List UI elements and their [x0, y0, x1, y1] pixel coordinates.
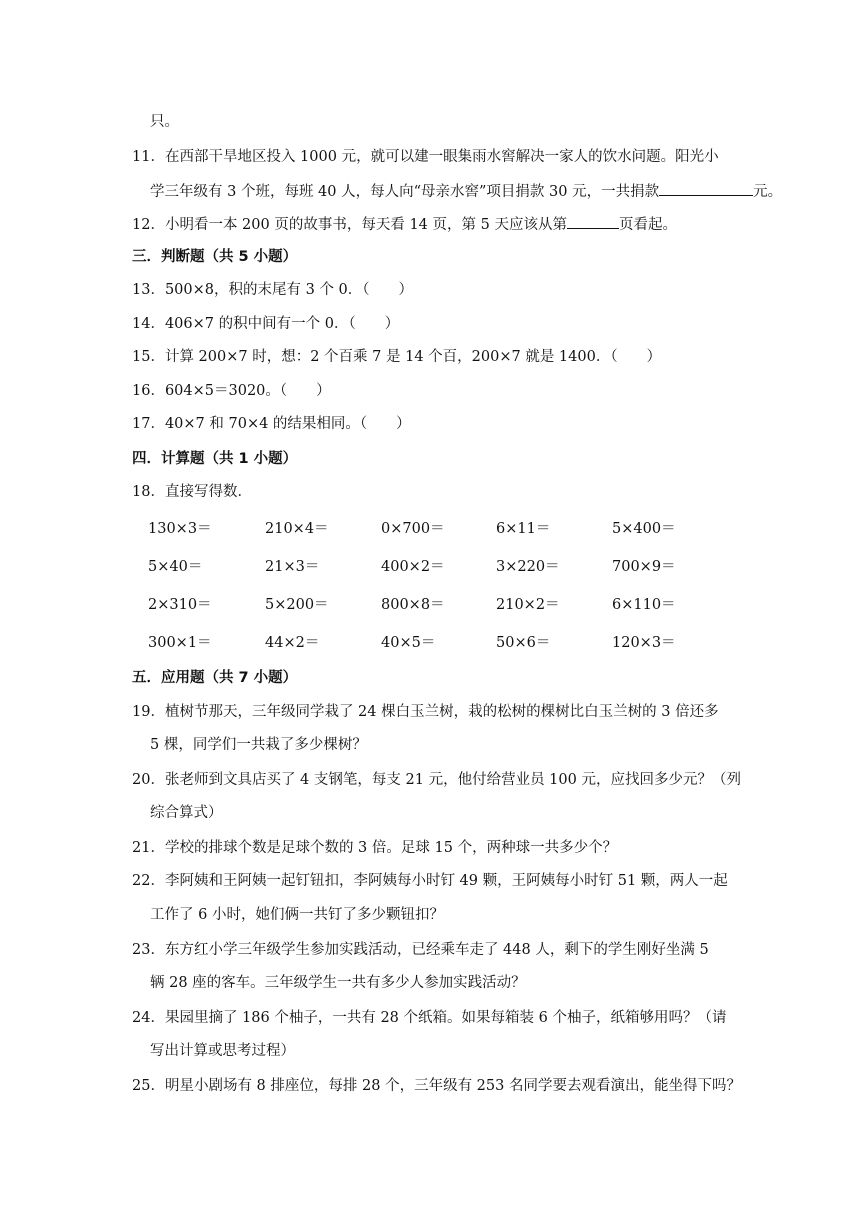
answer-blank[interactable] — [567, 214, 619, 229]
question-text: 东方红小学三年级学生参加实践活动，已经乘车走了 448 人，剩下的学生刚好坐满 5 — [164, 942, 709, 958]
question-text: 604×5＝3020。（ ） — [164, 383, 331, 399]
question-text: 页看起。 — [618, 217, 677, 233]
calc-item: 44×2＝ — [265, 635, 320, 651]
question-number: 11． — [132, 149, 165, 165]
question-number: 24． — [132, 1010, 165, 1026]
question-22 — [132, 871, 728, 891]
calc-item: 5×200＝ — [265, 597, 329, 613]
section-heading: 五．应用题（共 7 小题） — [132, 670, 298, 686]
question-number: 23． — [132, 942, 165, 958]
question-22-line2: 工作了 6 小时，她们俩一共钉了多少颗钮扣？ — [150, 907, 444, 923]
calc-item: 5×40＝ — [148, 559, 203, 575]
answer-blank[interactable] — [659, 181, 753, 196]
calc-item: 21×3＝ — [265, 559, 320, 575]
calc-item: 50×6＝ — [496, 635, 551, 651]
calc-item: 400×2＝ — [381, 559, 445, 575]
calc-item: 800×8＝ — [381, 597, 445, 613]
question-number: 19． — [132, 704, 165, 720]
question-text: 学校的排球个数是足球个数的 3 倍。足球 15 个，两种球一共多少个？ — [164, 840, 618, 856]
question-number: 12． — [132, 217, 165, 233]
question-number: 18． — [132, 484, 165, 500]
question-text: 直接写得数． — [164, 484, 252, 500]
question-number: 16． — [132, 383, 165, 399]
question-text: 张老师到文具店买了 4 支钢笔，每支 21 元，他付给营业员 100 元，应找回多少元？（列 — [164, 772, 741, 788]
question-15 — [132, 347, 661, 367]
question-19 — [132, 702, 719, 722]
question-19-line2: 5 棵，同学们一共栽了多少棵树？ — [150, 737, 367, 753]
question-23 — [132, 940, 709, 960]
question-text: 406×7 的积中间有一个 0．（ ） — [164, 316, 400, 332]
question-17 — [132, 414, 411, 434]
question-text: 小明看一本 200 页的故事书，每天看 14 页，第 5 天应该从第 — [164, 217, 567, 233]
calc-item: 3×220＝ — [496, 559, 560, 575]
question-number: 21． — [132, 840, 165, 856]
calc-item: 2×310＝ — [148, 597, 212, 613]
calc-item: 5×400＝ — [612, 521, 676, 537]
question-text: 元。 — [753, 184, 783, 200]
question-number: 25． — [132, 1078, 165, 1094]
calc-item: 700×9＝ — [612, 559, 676, 575]
calc-item: 130×3＝ — [148, 521, 212, 537]
question-text: 在西部干旱地区投入 1000 元，就可以建一眼集雨水窖解决一家人的饮水问题。阳光小 — [164, 149, 719, 165]
question-14 — [132, 314, 399, 334]
question-number: 17． — [132, 416, 165, 432]
question-21 — [132, 838, 617, 858]
calc-item: 300×1＝ — [148, 635, 212, 651]
question-text: 500×8，积的末尾有 3 个 0．（ ） — [164, 282, 414, 298]
calc-item: 210×4＝ — [265, 521, 329, 537]
calc-item: 6×110＝ — [612, 597, 676, 613]
question-text: 40×7 和 70×4 的结果相同。（ ） — [164, 416, 411, 432]
question-number: 15． — [132, 349, 165, 365]
calc-item: 6×11＝ — [496, 521, 551, 537]
question-24-line2: 写出计算或思考过程） — [150, 1043, 295, 1059]
calc-item: 40×5＝ — [381, 635, 436, 651]
question-11-line2 — [150, 181, 782, 202]
question-text: 明星小剧场有 8 排座位，每排 28 个，三年级有 253 名同学要去观看演出，能坐得下吗？ — [164, 1078, 741, 1094]
question-23-line2: 辆 28 座的客车。三年级学生一共有多少人参加实践活动？ — [150, 975, 526, 991]
question-16 — [132, 381, 331, 401]
section-heading: 四．计算题（共 1 小题） — [132, 451, 298, 467]
question-25 — [132, 1076, 741, 1096]
section-heading: 三．判断题（共 5 小题） — [132, 249, 298, 265]
question-number: 14． — [132, 316, 165, 332]
continuation-text: 只。 — [150, 114, 179, 130]
calc-item: 0×700＝ — [381, 521, 445, 537]
question-number: 13． — [132, 282, 165, 298]
question-text: 果园里摘了 186 个柚子，一共有 28 个纸箱。如果每箱装 6 个柚子，纸箱够用吗？（请 — [164, 1010, 727, 1026]
question-number: 22． — [132, 873, 165, 889]
question-number: 20． — [132, 772, 165, 788]
question-24 — [132, 1008, 726, 1028]
question-text: 计算 200×7 时，想：2 个百乘 7 是 14 个百，200×7 就是 1400．（ ） — [164, 349, 662, 365]
question-text: 学三年级有 3 个班，每班 40 人，每人向“母亲水窖”项目捐款 30 元，一共捐款 — [150, 184, 660, 200]
question-13 — [132, 280, 413, 300]
question-18 — [132, 482, 252, 502]
question-text: 植树节那天，三年级同学栽了 24 棵白玉兰树，栽的松树的棵树比白玉兰树的 3 倍还多 — [164, 704, 719, 720]
calc-item: 120×3＝ — [612, 635, 676, 651]
question-12 — [132, 214, 677, 235]
question-20 — [132, 770, 741, 790]
calc-item: 210×2＝ — [496, 597, 560, 613]
question-11 — [132, 147, 719, 167]
question-20-line2: 综合算式） — [150, 805, 223, 821]
question-text: 李阿姨和王阿姨一起钉钮扣，李阿姨每小时钉 49 颗，王阿姨每小时钉 51 颗，两人一起 — [164, 873, 728, 889]
